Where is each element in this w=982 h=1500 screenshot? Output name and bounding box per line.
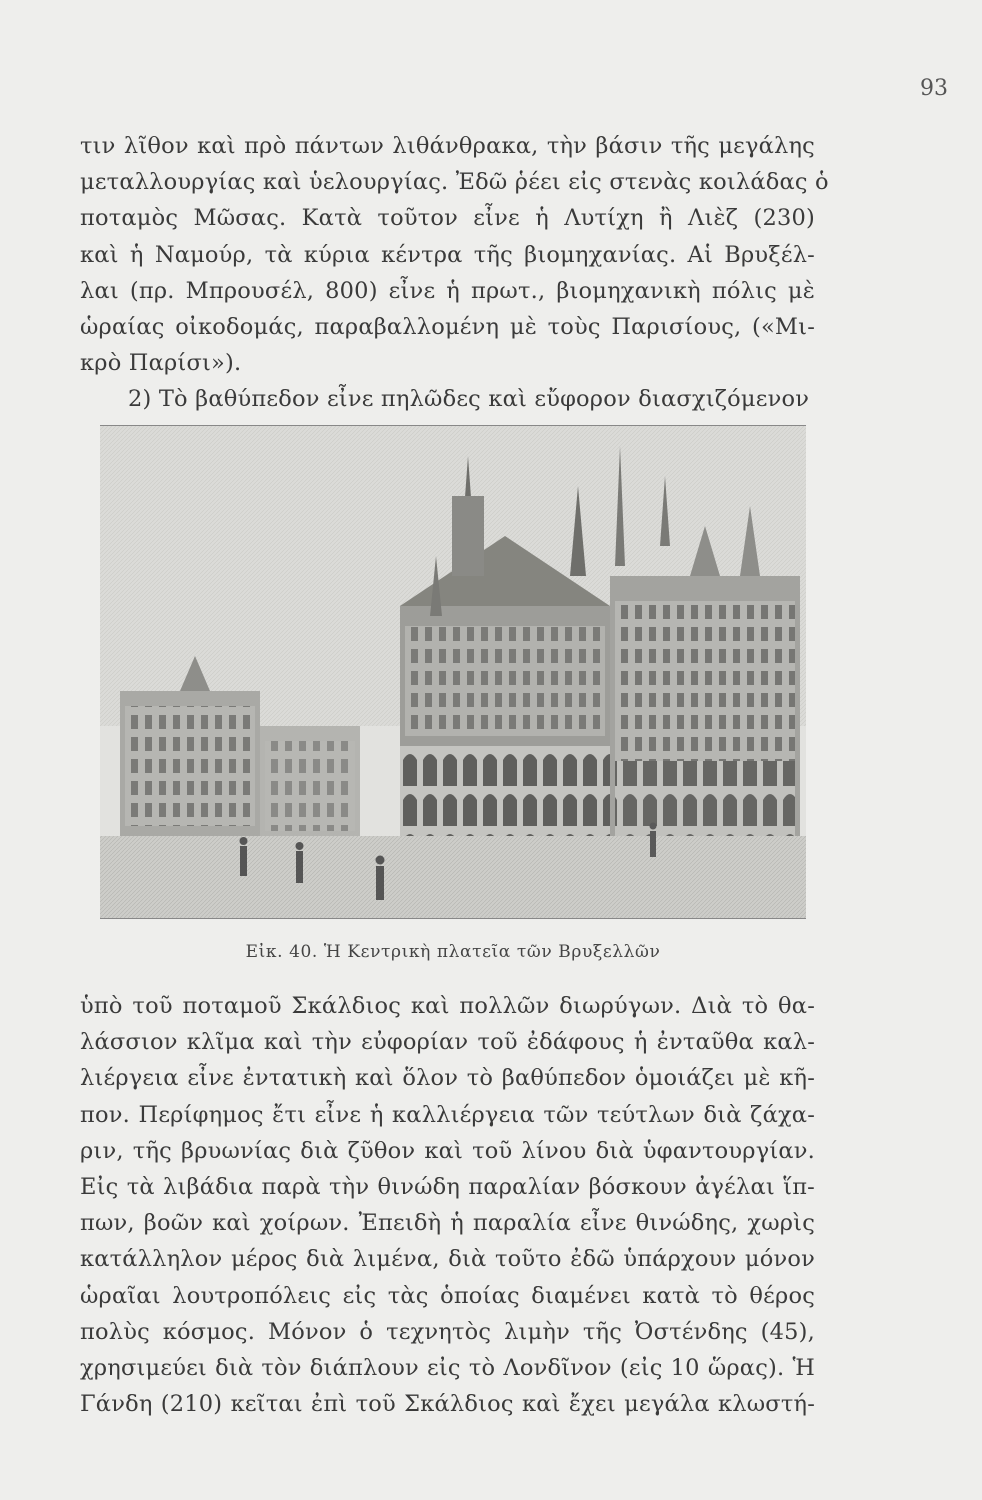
figure-caption: Εἰκ. 40. Ἡ Κεντρικὴ πλατεῖα τῶν Βρυξελλῶν	[245, 942, 661, 962]
text-line: 2) Τὸ βαθύπεδον εἶνε πηλῶδες καὶ εὔφορον διασχιζόμενον	[128, 386, 810, 413]
text-line: καὶ ἡ Ναμούρ, τὰ κύρια κέντρα τῆς βιομηχανίας. Αἱ Βρυξέλ-	[80, 241, 815, 268]
text-line: λάσσιον κλῖμα καὶ τὴν εὐφορίαν τοῦ ἐδάφους ἡ ἐνταῦθα καλ-	[80, 1029, 815, 1056]
text-line: χρησιμεύει διὰ τὸν διάπλουν εἰς τὸ Λονδῖνον (εἰς 10 ὥρας). Ἡ	[80, 1354, 815, 1381]
photo-illustration	[100, 426, 806, 918]
text-line: μεταλλουργίας καὶ ὑελουργίας. Ἐδῶ ῥέει εἰς στενὰς κοιλάδας ὁ	[80, 169, 829, 196]
text-line: ὑπὸ τοῦ ποταμοῦ Σκάλδιος καὶ πολλῶν διωρύγων. Διὰ τὸ θα-	[80, 993, 815, 1019]
page-number: 93	[920, 76, 948, 101]
text-line: πολὺς κόσμος. Μόνον ὁ τεχνητὸς λιμὴν τῆς Ὀστένδης (45),	[80, 1318, 815, 1345]
text-line: κατάλληλον μέρος διὰ λιμένα, διὰ τοῦτο ἐδῶ ὑπάρχουν μόνον	[80, 1246, 815, 1273]
text-line: κρὸ Παρίσι»).	[80, 350, 242, 377]
top-paragraphs	[80, 128, 829, 418]
text-line: Γάνδη (210) κεῖται ἐπὶ τοῦ Σκάλδιος καὶ ἔχει μεγάλα κλωστή-	[80, 1391, 815, 1418]
text-line: πων, βοῶν καὶ χοίρων. Ἐπειδὴ ἡ παραλία εἶνε θινώδης, χωρὶς	[80, 1210, 815, 1237]
text-line: λιέργεια εἶνε ἐντατικὴ καὶ ὅλον τὸ βαθύπεδον ὁμοιάζει μὲ κῆ-	[80, 1065, 815, 1092]
text-line: Εἰς τὰ λιβάδια παρὰ τὴν θινώδη παραλίαν βόσκουν ἀγέλαι ἵπ-	[80, 1173, 815, 1200]
text-line: τιν λῖθον καὶ πρὸ πάντων λιθάνθρακα, τὴν βάσιν τῆς μεγάλης	[80, 133, 815, 159]
figure-photo	[100, 425, 806, 919]
text-line: πον. Περίφημος ἔτι εἶνε ἡ καλλιέργεια τῶν τεύτλων διὰ ζάχα-	[80, 1101, 815, 1128]
text-line: ποταμὸς Μῶσας. Κατὰ τοῦτον εἶνε ἡ Λυτίχη ἢ Λιὲζ (230)	[80, 205, 815, 232]
text-line: ὡραῖαι λουτροπόλεις εἰς τὰς ὁποίας διαμένει κατὰ τὸ θέρος	[80, 1282, 815, 1309]
bottom-paragraph	[80, 988, 815, 1422]
text-line: ὡραίας οἰκοδομάς, παραβαλλομένη μὲ τοὺς Παρισίους, («Μι-	[80, 313, 815, 340]
text-line: λαι (πρ. Μπρουσέλ, 800) εἶνε ἡ πρωτ., βιομηχανικὴ πόλις μὲ	[80, 277, 815, 304]
text-line: ριν, τῆς βρυωνίας διὰ ζῦθον καὶ τοῦ λίνου διὰ ὑφαντουργίαν.	[80, 1137, 815, 1164]
